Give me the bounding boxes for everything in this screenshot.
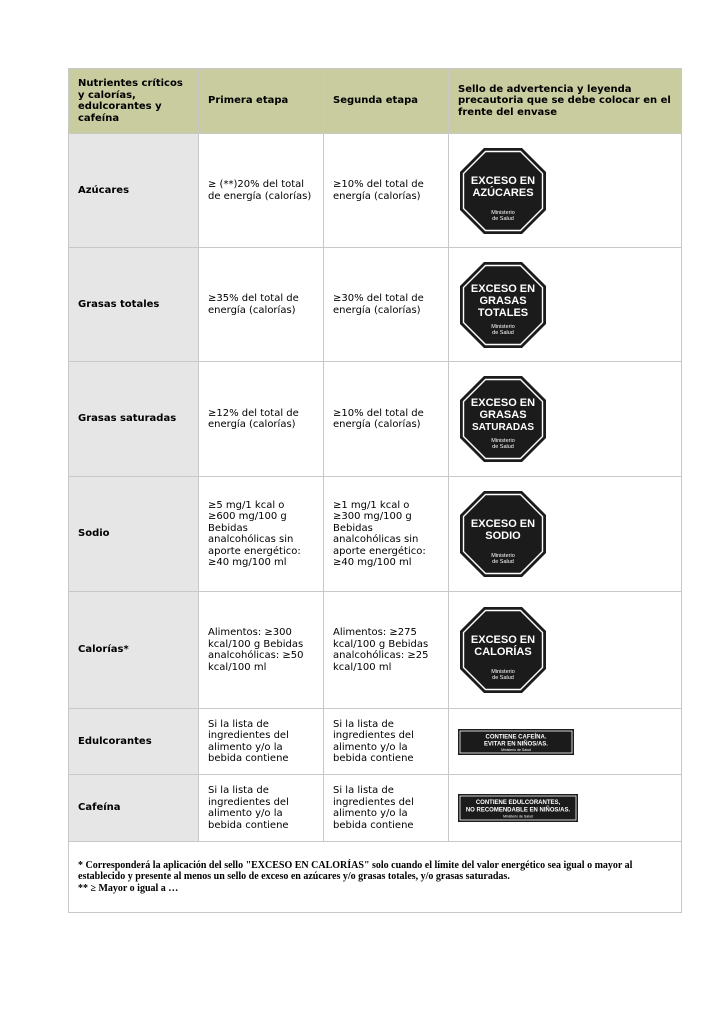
second-stage-cell: Alimentos: ≥275 kcal/100 g Bebidas analcohólicas: ≥25 kcal/100 ml — [324, 592, 449, 709]
seal-cell — [449, 362, 682, 477]
seal-cell — [449, 248, 682, 362]
header-first-stage: Primera etapa — [199, 69, 324, 134]
seal-cell — [449, 477, 682, 592]
second-stage-cell: ≥30% del total de energía (calorías) — [324, 248, 449, 362]
band-ministry: Ministerio de Salud — [501, 747, 531, 752]
seal-ministry-line: de Salud — [492, 559, 514, 565]
seal-text-line: EXCESO EN — [470, 634, 536, 646]
octagon-seal-icon — [458, 260, 548, 350]
seal-text-line: CALORÍAS — [474, 646, 532, 658]
band-text-line: CONTIENE CAFEÍNA. — [485, 734, 547, 740]
seal-ministry-line: de Salud — [492, 444, 514, 450]
first-stage-cell: ≥5 mg/1 kcal o ≥600 mg/100 g Bebidas analcohólicas sin aporte energético: ≥40 mg/100 ml — [199, 477, 324, 592]
table-row — [69, 477, 682, 592]
nutrient-cell: Azúcares — [69, 134, 199, 248]
second-stage-cell: ≥10% del total de energía (calorías) — [324, 134, 449, 248]
first-stage-cell: Si la lista de ingredientes del alimento y/o la bebida contiene — [199, 709, 324, 775]
seal-text-line: EXCESO EN — [470, 174, 536, 187]
first-stage-cell: ≥35% del total de energía (calorías) — [199, 248, 324, 362]
footnote-calories: * Corresponderá la aplicación del sello "EXCESO EN CALORÍAS" solo cuando el límite del valor energético sea igual o mayor al establecido y presente al menos un sello de exceso en azúcares y/o grasas totales, y/o grasas saturadas. — [78, 859, 633, 883]
header-second-stage: Segunda etapa — [324, 69, 449, 134]
table-row — [69, 248, 682, 362]
seal-text-line: SODIO — [485, 530, 521, 542]
seal-ministry-line: de Salud — [492, 675, 514, 681]
first-stage-cell: ≥12% del total de energía (calorías) — [199, 362, 324, 477]
octagon-seal-icon — [458, 374, 548, 464]
header-seal: Sello de advertencia y leyenda precautoria que se debe colocar en el frente del envase — [449, 69, 682, 134]
footnote-row — [69, 842, 682, 913]
table-row — [69, 134, 682, 248]
seal-ministry-line: Ministerio — [491, 209, 515, 216]
octagon-seal-icon — [458, 605, 548, 695]
band-text-line: NO RECOMENDABLE EN NIÑOS/AS. — [465, 807, 571, 814]
nutrient-cell: Grasas totales — [69, 248, 199, 362]
nutrient-cell: Grasas saturadas — [69, 362, 199, 477]
seal-text-line: TOTALES — [477, 306, 529, 319]
seal-ministry-line: Ministerio — [491, 669, 515, 675]
header-row — [69, 69, 682, 134]
table-row — [69, 592, 682, 709]
table-row — [69, 362, 682, 477]
octagon-seal-icon — [458, 146, 548, 236]
first-stage-cell: ≥ (**)20% del total de energía (calorías) — [199, 134, 324, 248]
nutrient-cell: Calorías* — [69, 592, 199, 709]
seal-ministry-line: Ministerio — [491, 323, 515, 330]
seal-text-line: EXCESO EN — [470, 397, 536, 409]
seal-text-line: SATURADAS — [471, 422, 535, 433]
table-row — [69, 775, 682, 842]
band-text-line: CONTIENE EDULCORANTES, — [475, 800, 561, 806]
octagon-seal-icon — [458, 489, 548, 579]
first-stage-cell: Alimentos: ≥300 kcal/100 g Bebidas analcohólicas: ≥50 kcal/100 ml — [199, 592, 324, 709]
band-text-line: EVITAR EN NIÑOS/AS. — [484, 741, 548, 747]
nutrient-cell: Sodio — [69, 477, 199, 592]
seal-cell — [449, 709, 682, 775]
nutrient-cell: Edulcorantes — [69, 709, 199, 775]
seal-cell — [449, 134, 682, 248]
table-row — [69, 709, 682, 775]
seal-text-line: AZÚCARES — [472, 186, 534, 199]
header-nutrients: Nutrientes críticos y calorías, edulcorantes y cafeína — [69, 69, 199, 134]
seal-ministry-line: de Salud — [492, 329, 514, 336]
band-ministry: Ministerio de Salud — [503, 814, 533, 819]
warning-band-icon — [458, 794, 578, 822]
second-stage-cell: Si la lista de ingredientes del alimento y/o la bebida contiene — [324, 709, 449, 775]
warning-band-icon — [458, 729, 574, 755]
seal-ministry-line: Ministerio — [491, 553, 515, 559]
footnotes — [69, 842, 682, 913]
footnote-symbol: ** ≥ Mayor o igual a … — [78, 882, 179, 894]
seal-cell — [449, 592, 682, 709]
nutrient-cell: Cafeína — [69, 775, 199, 842]
seal-text-line: EXCESO EN — [470, 518, 536, 530]
seal-ministry-line: de Salud — [492, 215, 514, 222]
seal-text-line: GRASAS — [479, 294, 527, 307]
seal-text-line: EXCESO EN — [470, 282, 536, 295]
seal-ministry-line: Ministerio — [491, 438, 515, 444]
seal-text-line: GRASAS — [479, 409, 527, 421]
first-stage-cell: Si la lista de ingredientes del alimento y/o la bebida contiene — [199, 775, 324, 842]
regulation-table — [68, 68, 682, 913]
second-stage-cell: ≥1 mg/1 kcal o ≥300 mg/100 g Bebidas analcohólicas sin aporte energético: ≥40 mg/100 ml — [324, 477, 449, 592]
second-stage-cell: ≥10% del total de energía (calorías) — [324, 362, 449, 477]
seal-cell — [449, 775, 682, 842]
second-stage-cell: Si la lista de ingredientes del alimento y/o la bebida contiene — [324, 775, 449, 842]
